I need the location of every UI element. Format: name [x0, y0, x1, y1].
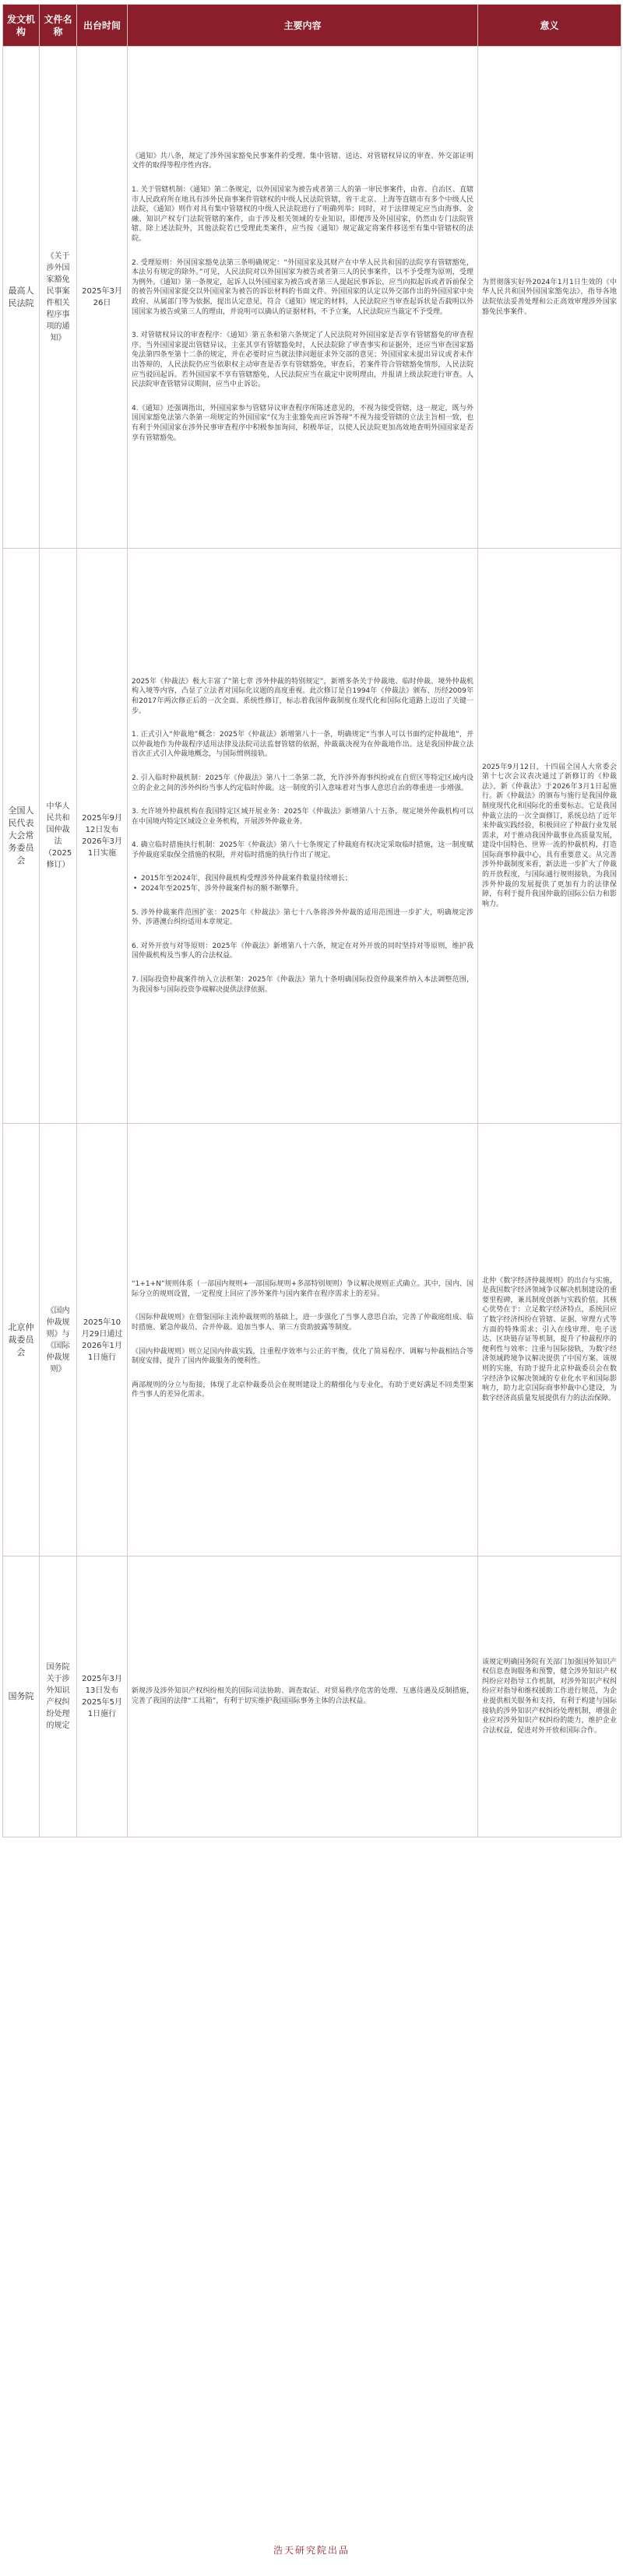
header-content: 主要内容 — [128, 5, 478, 47]
sub-point: • 2024年至2025年，涉外仲裁案件标的额不断攀升。 — [132, 884, 473, 894]
issuer-cell: 最高人民法院 — [3, 47, 40, 549]
significance-cell: 北仲《数字经济仲裁规则》的出台与实施，是我国数字经济领域争议解决机制建设的重要里程碑，兼具制度创新与实践价值。其核心优势在于：立足数字经济特点，系统回应了数字经济纠纷在管辖、证据、审理方式等方面的特殊需求；引入在线审理、电子送达、区块链存证等机制，提升了仲裁程序的便利性与效率；注重与国际接轨，为数字经济领域跨境争议解决提供了中国方案。该规则的实施，有助于提升北京仲裁委员会在数字经济争议解决领域的专业化水平和国际影响力，助力北京国际商事仲裁中心建设，为数字经济高质量发展提供有力的法治保障。 — [478, 1124, 621, 1556]
date-issued: 2025年9月12日发布 — [82, 814, 122, 834]
doc-name-cell: 《关于涉外国家豁免民事案件相关程序事项的通知》 — [40, 47, 77, 549]
content-intro: 新规涉及涉外知识产权纠纷相关的国际司法协助、调查取证、对贸易秩序危害的处理、互惠待遇及反制措施，完善了我国的法律“工具箱”，有利于切实维护我国国际事务主体的合法权益。 — [132, 1687, 473, 1705]
content-intro: “1+1+N”规则体系（一部国内规则+一部国际规则+多部特别规则）争议解决规则正式确立。其中，国内、国际分立的规则设置，一定程度上回应了涉外案件与国内案件在程序需求上的差异。 — [132, 1280, 473, 1298]
header-date: 出台时间 — [77, 5, 128, 47]
content-point: 2. 受理原则：外国国家豁免法第三条明确规定：“外国国家及其财产在中华人民共和国的法院享有管辖豁免，本法另有规定的除外。”可见，人民法院对以外国国家为被告或者第三人的民事案件，以不予受理为原则，受理为例外。《通知》第一条规定，起诉人以外国国家为被告或者第三人提起民事诉讼，应当向拟起诉或者诉前保全的被告外国国家提交以外国国家为被告的诉讼材料的书面文件。外国国家的认定以外交部作出的外国国家中央政府、从属部门等为依据，提出认定意见，符合《通知》规定的材料，人民法院应当审查起诉状是否载明以外国国家为被告或第三人的理由，并说明可以确认的证据材料，不予立案，人民法院应当裁定不予受理。 — [132, 258, 473, 316]
issuer-cell: 全国人民代表大会常务委员会 — [3, 549, 40, 1124]
doc-name-cell: 国务院关于涉外知识产权纠纷处理的规定 — [40, 1556, 77, 1837]
content-point: 3. 允许境外仲裁机构在我国特定区域开展业务：2025年《仲裁法》新增第八十五条，规定境外仲裁机构可以在中国境内特定区域设立业务机构，开展涉外仲裁业务。 — [132, 808, 473, 826]
doc-name-cell: 中华人民共和国仲裁法（2025修订） — [40, 549, 77, 1124]
content-point: 4.《通知》还强调指出，外国国家参与管辖异议审查程序所陈述意见的，不视为接受管辖，这一规定，既与外国国家豁免法第六条第一项规定的外国国家“仅为主张豁免而应诉答辩”不视为接受管辖的立法主旨相一致，也有利于外国国家在涉外民事审查程序中积极参加询问，积极举证，以使人民法院更加高效地查明外国国家是否享有管辖豁免。 — [132, 404, 473, 442]
footer-credit: 浩天研究院出品 — [273, 2545, 350, 2556]
date-effective: 2025年5月1日施行 — [82, 1698, 122, 1718]
issuer-cell: 北京仲裁委员会 — [3, 1124, 40, 1556]
content-point: 7. 国际投资仲裁案件纳入立法框架：2025年《仲裁法》第九十条明确国际投资仲裁案件纳入本法调整范围，为我国参与国际投资争端解决提供法律依据。 — [132, 976, 473, 994]
content-point: 3. 对管辖权异议的审查程序：《通知》第五条和第六条规定了人民法院对外国国家是否享有管辖豁免的审查程序。当外国国家提出管辖异议，主张其享有管辖豁免时，人民法院除了审查事实和证据外，还应当审查国家豁免法第四条至第十二条的规定，并在必要时应当就法律问题征求外交部的意见；外国国家未提出异议或者未作出答辩的，人民法院仍应当依职权主动审查是否享有管辖豁免，审查后，若案件符合管辖豁免情形，人民法院应当驳回起诉。若外国国家不享有管辖豁免，人民法院应当在裁定中说明理由，并报请上级法院进行审查。人民法院审查管辖异议期间，应当中止诉讼。 — [132, 332, 473, 389]
significance-cell: 为贯彻落实好外2024年1月1日生效的《中华人民共和国外国国家豁免法》，指导各地法院依法妥善处理和公正高效审理涉外国家豁免民事案件。 — [478, 47, 621, 549]
table-row — [3, 47, 621, 549]
table-row — [3, 1556, 621, 1837]
header-row — [3, 5, 621, 47]
date-effective: 2026年1月1日施行 — [82, 1341, 122, 1362]
table-row — [3, 1124, 621, 1556]
content-point: 《国内仲裁规则》则立足国内仲裁实践，注重程序效率与公正的平衡，优化了简易程序、调解与仲裁相结合等制度安排，提升了国内仲裁服务的便利性。 — [132, 1347, 473, 1366]
header-doc-name: 文件名称 — [40, 5, 77, 47]
date-issued: 2025年3月13日发布 — [82, 1675, 122, 1695]
significance-cell: 2025年9月12日，十四届全国人大常委会第十七次会议表决通过了新修订的《仲裁法》，新《仲裁法》于2026年3月1日起施行。新《仲裁法》的颁布与施行是我国仲裁制度现代化和国际化的重要标志。它是我国仲裁立法的一次全面修订，系统总结了近年来仲裁实践经验，积极回应了仲裁行业发展需求，对于推动我国仲裁事业高质量发展，建设中国特色、世界一流的仲裁机构，打造国际商事仲裁中心，具有重要意义。从完善涉外仲裁制度来看，新法进一步扩大了仲裁的开放程度，与国际通行规则接轨，为我国涉外仲裁的发展提供了更加有力的法律保障，有利于提升我国仲裁的国际公信力和影响力。 — [478, 549, 621, 1124]
content-cell — [128, 1124, 478, 1556]
date-cell — [77, 1124, 128, 1556]
content-point: 4. 确立临时措施执行机制：2025年《仲裁法》第八十七条规定了仲裁庭有权决定采取临时措施，这一制度赋予仲裁庭采取保全措施的权限，并对临时措施的执行作出了规定。 — [132, 841, 473, 859]
doc-name-cell: 《国内仲裁规则》与《国际仲裁规则》 — [40, 1124, 77, 1556]
content-cell — [128, 549, 478, 1124]
content-point: 两部规则的分立与衔接，体现了北京仲裁委员会在规则建设上的精细化与专业化，有助于更好满足不同类型案件当事人的差异化需求。 — [132, 1381, 473, 1399]
date-effective: 2026年3月1日实施 — [82, 837, 122, 858]
content-intro: 2025年《仲裁法》极大丰富了“第七章 涉外仲裁的特别规定”，新增多条关于仲裁地、临时仲裁、境外仲裁机构入境等内容，凸显了立法者对国际化议题的高度重视。此次修订是自1994年《仲裁法》颁布、历经2009年和2017年两次修正后的一次全面、系统性修订，标志着我国仲裁制度在现代化和国际化道路上迈出了关键一步。 — [132, 677, 473, 715]
content-point: 《国际仲裁规则》在借鉴国际主流仲裁规则的基础上，进一步强化了当事人意思自治，完善了仲裁庭组成、临时措施、紧急仲裁员、合并仲裁、追加当事人、第三方资助披露等制度。 — [132, 1314, 473, 1332]
policy-table — [2, 4, 621, 1837]
content-point: 1. 关于管辖机制：《通知》第二条规定，以外国国家为被告或者第三人的第一审民事案件，由省、自治区、直辖市人民政府所在地具有涉外民商事案件管辖权的中级人民法院管辖，省干北京、上海等直辖市有多个中级人民法院，《通知》则作对具有集中管辖权的中级人民法院进行了明确列举；同时，对于法律规定应当由海事、金融、知识产权专门法院管辖的案件，由于涉及相关领域的专业知识，即便涉及外国国家，仍然由专门法院管辖。除上述法院外，其他法院若已受理此类案件，应当按《通知》规定裁定将案件移送至有集中管辖权的法院。 — [132, 186, 473, 244]
significance-cell: 该规定明确国务院有关部门加强国外知识产权信息查询服务和预警，健全涉外知识产权纠纷应对指导工作机制，对涉外知识产权纠纷应对指导和维权援助工作进行规范，为企业提供相关服务和支持，有利于构建与国际接轨的涉外知识产权纠纷处理机制，增强企业应对涉外知识产权纠纷的能力，维护企业合法权益，促进对外开放和国际合作。 — [478, 1556, 621, 1837]
date-cell — [77, 549, 128, 1124]
content-point: 5. 涉外仲裁案件范围扩张：2025年《仲裁法》第七十八条将涉外仲裁的适用范围进一步扩大，明确规定涉外、涉港澳台纠纷适用本章规定。 — [132, 908, 473, 927]
date-cell — [77, 1556, 128, 1837]
content-point: 1. 正式引入“仲裁地”概念：2025年《仲裁法》新增第八十一条，明确规定“当事人可以书面约定仲裁地”，并以仲裁地作为仲裁程序适用法律及法院司法监督管辖的依据，仲裁裁决视为在仲裁地作出。这是我国仲裁立法首次正式引入仲裁地概念，与国际惯例接轨。 — [132, 731, 473, 759]
header-issuer: 发文机构 — [3, 5, 40, 47]
date-issued: 2025年10月29日通过 — [81, 1318, 123, 1339]
header-significance: 意义 — [478, 5, 621, 47]
content-cell — [128, 1556, 478, 1837]
content-intro: 《通知》共八条，规定了涉外国家豁免民事案件的受理、集中管辖、送达、对管辖权异议的审查、外交部证明文件的取得等程序性内容。 — [132, 152, 473, 170]
content-cell — [128, 47, 478, 549]
table-row — [3, 549, 621, 1124]
date-cell: 2025年3月26日 — [77, 47, 128, 549]
content-point: 2. 引入临时仲裁机制：2025年《仲裁法》第八十二条第二款，允许涉外海事纠纷或在自贸区等特定区域内设立的企业之间的涉外纠纷当事人约定临时仲裁。这一制度的引入意味着对当事人意思自治的尊重进一步增强。 — [132, 774, 473, 792]
content-point: 6. 对外开放与对等原则：2025年《仲裁法》新增第八十六条，规定在对外开放的同时坚持对等原则，维护我国仲裁机构及当事人的合法权益。 — [132, 942, 473, 960]
issuer-cell: 国务院 — [3, 1556, 40, 1837]
sub-point: • 2015年至2024年，我国仲裁机构受理涉外仲裁案件数量持续增长； — [132, 874, 473, 884]
